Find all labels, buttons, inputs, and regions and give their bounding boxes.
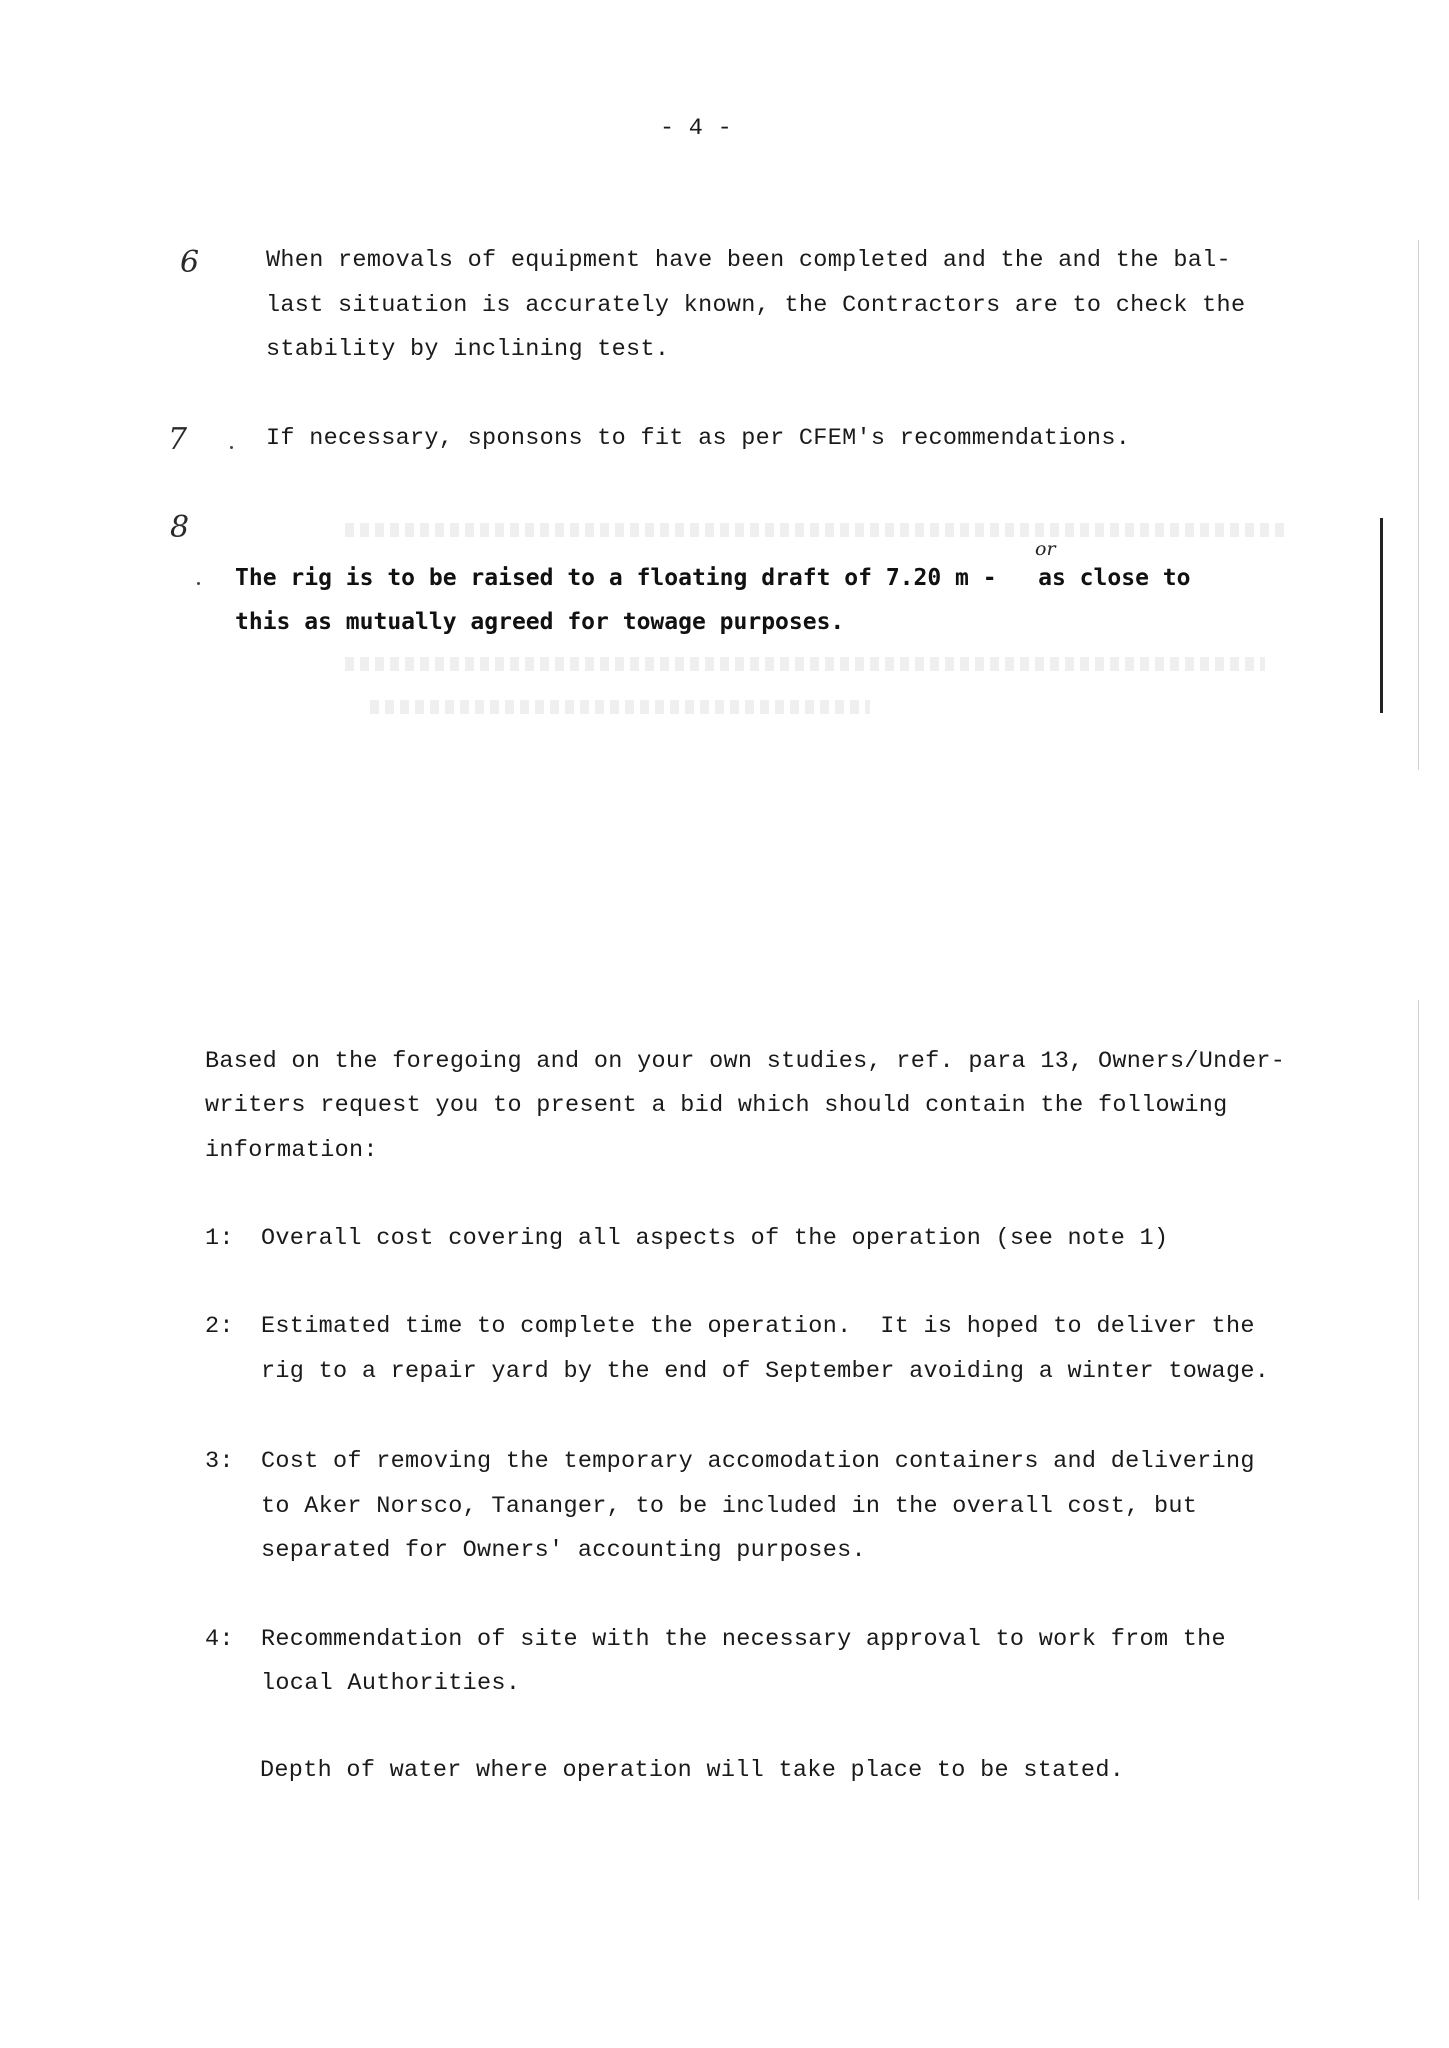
request-4-line-2: local Authorities. <box>261 1670 521 1697</box>
item-6-line-2: last situation is accurately known, the Contractors are to check the <box>266 292 1246 319</box>
intro-line-2: writers request you to present a bid which should contain the following <box>205 1092 1228 1119</box>
request-1-number: 1: <box>205 1225 234 1252</box>
item-6-handwritten-number: 6 <box>180 245 200 280</box>
page-number: - 4 - <box>660 115 733 142</box>
request-4-number: 4: <box>205 1626 234 1653</box>
request-2-line-1: Estimated time to complete the operation. It is hoped to deliver the <box>261 1313 1255 1340</box>
item-6-line-3: stability by inclining test. <box>266 336 670 363</box>
faded-erased-text <box>345 523 1285 537</box>
request-4-line-1: Recommendation of site with the necessary approval to work from the <box>261 1626 1226 1653</box>
page-edge-line <box>1418 1000 1419 1900</box>
request-3-line-1: Cost of removing the temporary accomodation containers and delivering <box>261 1448 1255 1475</box>
margin-bar <box>1380 518 1383 713</box>
request-3-line-2: to Aker Norsco, Tananger, to be included in the overall cost, but <box>261 1493 1198 1520</box>
item-7-line-1: If necessary, sponsons to fit as per CFEM's recommendations. <box>266 425 1131 452</box>
intro-line-1: Based on the foregoing and on your own studies, ref. para 13, Owners/Under- <box>205 1048 1286 1075</box>
note-depth-of-water: Depth of water where operation will take place to be stated. <box>260 1757 1125 1784</box>
item-7-handwritten-number: 7 <box>168 422 188 457</box>
faded-erased-text <box>345 657 1265 671</box>
intro-line-3: information: <box>205 1137 378 1164</box>
item-8-line-2: this as mutually agreed for towage purposes. <box>235 609 845 635</box>
faded-erased-text <box>370 700 870 714</box>
request-3-line-3: separated for Owners' accounting purposes. <box>261 1537 866 1564</box>
handwritten-insert-or: or <box>1035 538 1056 560</box>
item-7-dot <box>230 446 233 449</box>
request-1-line-1: Overall cost covering all aspects of the operation (see note 1) <box>261 1225 1169 1252</box>
request-3-number: 3: <box>205 1448 234 1475</box>
item-8-dot <box>197 582 200 585</box>
item-8-line-1: The rig is to be raised to a floating draft of 7.20 m - as close to <box>235 565 1191 591</box>
request-2-number: 2: <box>205 1313 234 1340</box>
item-6-line-1: When removals of equipment have been completed and the and the bal- <box>266 247 1231 274</box>
request-2-line-2: rig to a repair yard by the end of September avoiding a winter towage. <box>261 1358 1270 1385</box>
page-edge-line <box>1418 240 1419 770</box>
item-8-handwritten-number: 8 <box>170 510 190 545</box>
